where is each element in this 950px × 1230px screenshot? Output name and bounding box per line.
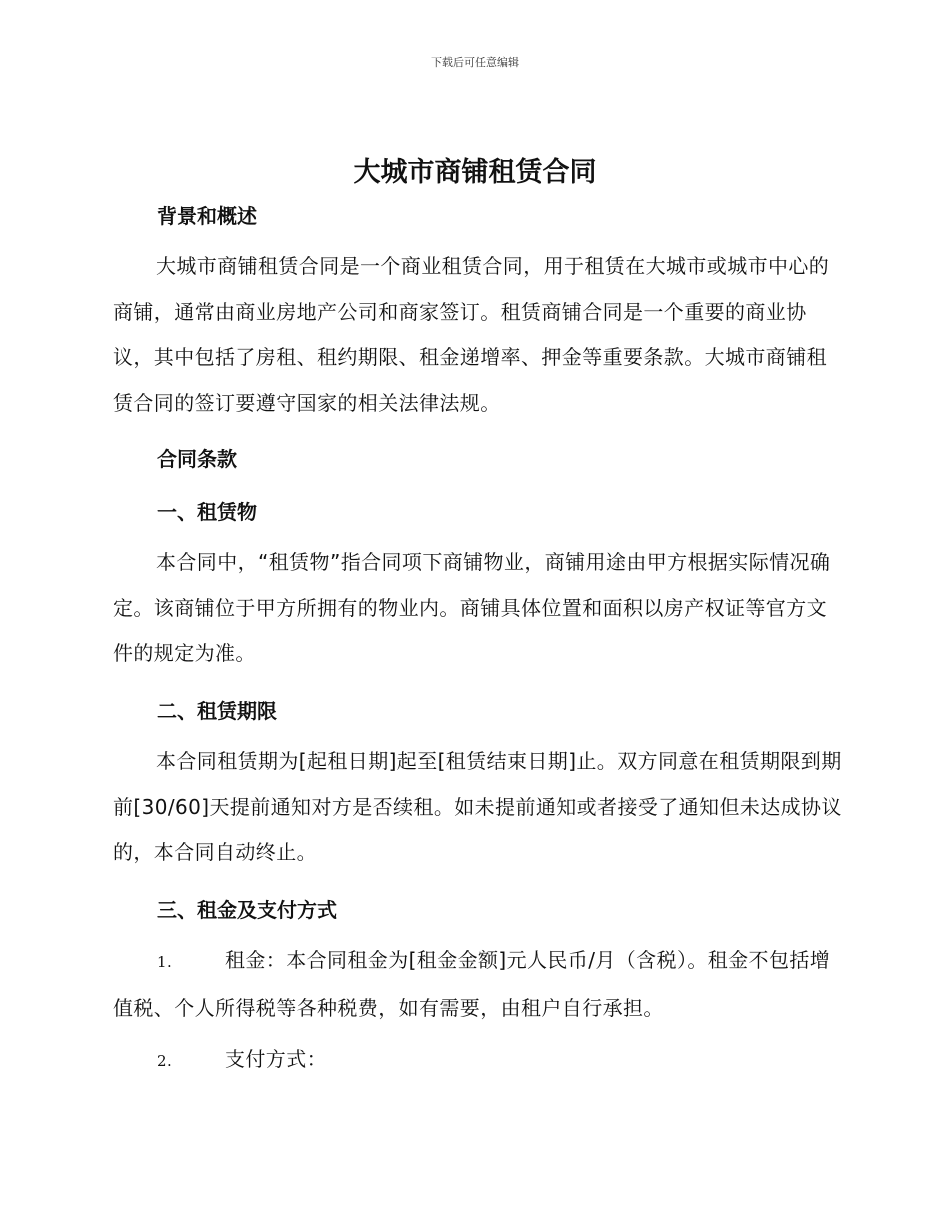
header-note: 下载后可任意编辑	[431, 56, 519, 69]
document-title: 大城市商铺租赁合同	[353, 157, 597, 188]
section-heading-background: 背景和概述	[157, 204, 257, 228]
paragraph-background: 大城市商铺租赁合同是一个商业租赁合同，用于租赁在大城市或城市中心的商铺，通常由商业房地产公司和商家签订。租赁商铺合同是一个重要的商业协议，其中包括了房租、租约期限、租金递增率、押金等重要条款。大城市商铺租赁合同的签订要遵守国家的相关法律法规。	[113, 254, 830, 415]
section-heading-rent-payment: 三、租金及支付方式	[157, 898, 337, 922]
section-heading-leased-property: 一、租赁物	[157, 500, 257, 524]
list-item-payment-method	[113, 1037, 843, 1085]
list-number: 1.	[157, 953, 173, 971]
list-item-text: 支付方式：	[225, 1047, 327, 1071]
section-heading-terms: 合同条款	[157, 447, 237, 471]
paragraph-lease-term: 本合同租赁期为[起租日期]起至[租赁结束日期]止。双方同意在租赁期限到期前[30/60]天提前通知对方是否续租。如未提前通知或者接受了通知但未达成协议的，本合同自动终止。	[113, 749, 842, 864]
list-item-rent	[113, 938, 843, 1031]
paragraph-leased-property: 本合同中，“租赁物”指合同项下商铺物业，商铺用途由甲方根据实际情况确定。该商铺位于甲方所拥有的物业内。商铺具体位置和面积以房产权证等官方文件的规定为准。	[113, 550, 831, 665]
section-heading-lease-term: 二、租赁期限	[157, 699, 277, 723]
list-item-text: 租金：本合同租金为[租金金额]元人民币/月（含税）。租金不包括增值税、个人所得税等各种税费，如有需要，由租户自行承担。	[113, 948, 831, 1020]
list-number: 2.	[157, 1052, 173, 1070]
